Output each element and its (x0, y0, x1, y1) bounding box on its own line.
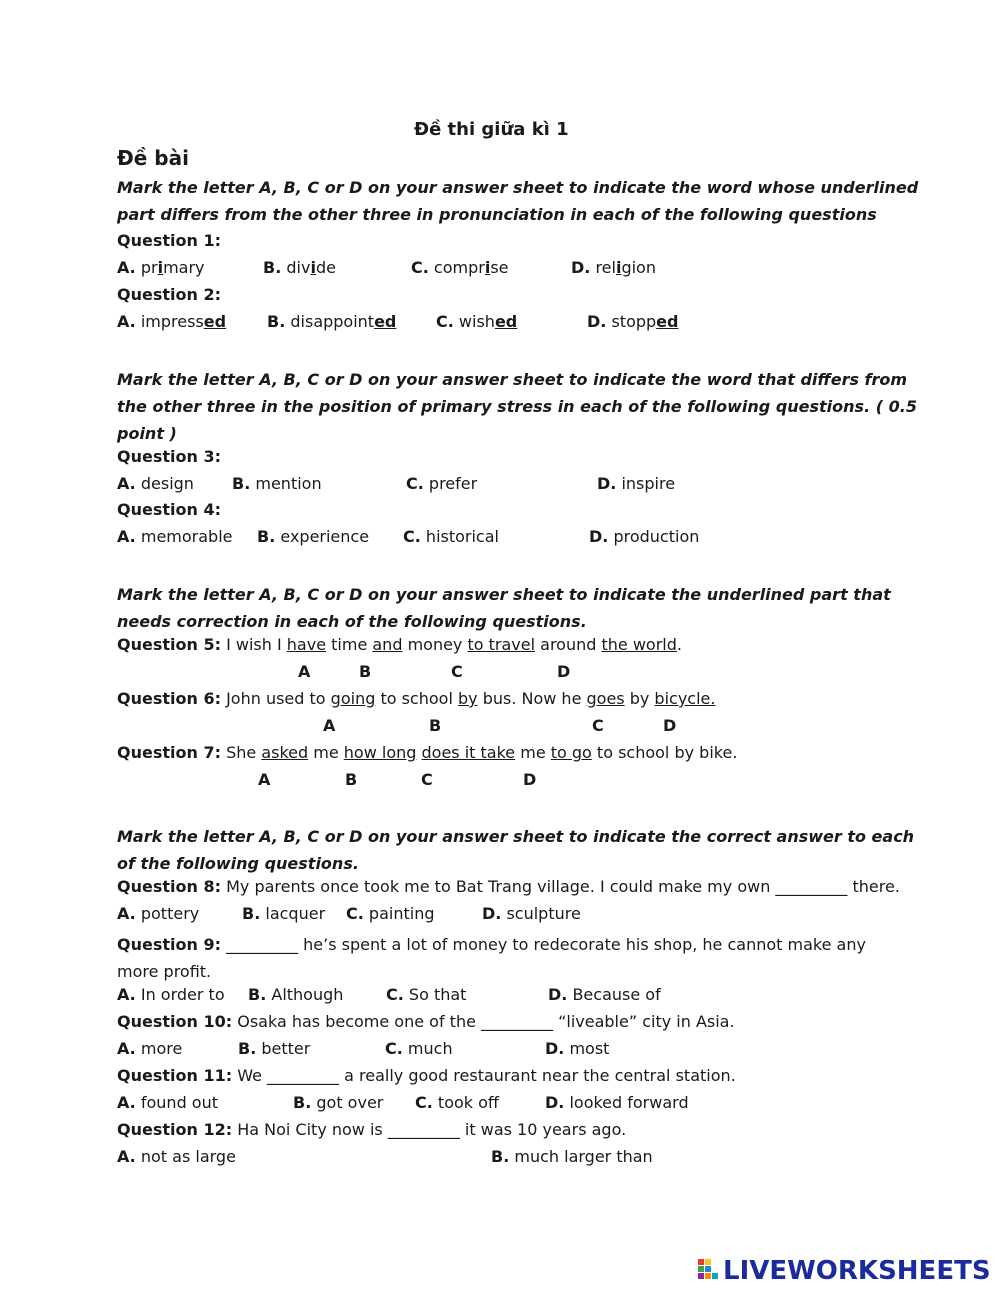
q6-marker-c: C (592, 716, 604, 735)
q3-option-c: C. prefer (406, 474, 478, 493)
question-11: Question 11: We _________ a really good restaurant near the central station. (117, 1066, 736, 1085)
question-7: Question 7: She asked me how long does it take me to go to school by bike. (117, 743, 738, 762)
instruction-stress: Mark the letter A, B, C or D on your answer sheet to indicate the word that differs from the other three in the position of primary stress in each of the following questions. ( 0.5 point ) (117, 370, 917, 443)
q5-marker-c: C (451, 662, 463, 681)
q9-option-b: B. Although (248, 985, 344, 1004)
q11-option-c: C. took off (415, 1093, 499, 1112)
q12-option-b: B. much larger than (491, 1147, 653, 1166)
q4-option-c: C. historical (403, 527, 499, 546)
section-heading: Đề bài (117, 146, 189, 170)
q12-option-a: A. not as large (117, 1147, 236, 1166)
q1-option-c: C. comprise (411, 258, 509, 277)
question-5: Question 5: I wish I have time and money to travel around the world. (117, 635, 682, 654)
q7-marker-a: A (258, 770, 271, 789)
q5-marker-a: A (298, 662, 311, 681)
q10-option-b: B. better (238, 1039, 311, 1058)
question-9: Question 9: _________ he’s spent a lot of money to redecorate his shop, he cannot make any more profit. (117, 935, 866, 981)
q8-option-c: C. painting (346, 904, 435, 923)
question-6: Question 6: John used to going to school by bus. Now he goes by bicycle. (117, 689, 716, 708)
q2-option-a: A. impressed (117, 312, 227, 331)
question-3-label: Question 3: (117, 447, 221, 466)
q3-option-d: D. inspire (597, 474, 676, 493)
q8-option-b: B. lacquer (242, 904, 326, 923)
q2-option-d: D. stopped (587, 312, 679, 331)
question-8: Question 8: My parents once took me to Bat Trang village. I could make my own _________ there. (117, 877, 900, 896)
q1-option-a: A. primary (117, 258, 205, 277)
q10-option-c: C. much (385, 1039, 453, 1058)
q8-option-a: A. pottery (117, 904, 200, 923)
q2-option-c: C. wished (436, 312, 518, 331)
logo-text: LIVEWORKSHEETS (723, 1256, 991, 1286)
q11-option-a: A. found out (117, 1093, 219, 1112)
q5-marker-d: D (557, 662, 571, 681)
q10-option-d: D. most (545, 1039, 610, 1058)
q4-option-d: D. production (589, 527, 700, 546)
q7-marker-c: C (421, 770, 433, 789)
question-2-label: Question 2: (117, 285, 221, 304)
q3-option-a: A. design (117, 474, 194, 493)
instruction-correction: Mark the letter A, B, C or D on your answer sheet to indicate the underlined part that needs correction in each of the following questions. (117, 585, 891, 631)
question-10: Question 10: Osaka has become one of the _________ “liveable” city in Asia. (117, 1012, 735, 1031)
instruction-correct-answer: Mark the letter A, B, C or D on your answer sheet to indicate the correct answer to each of the following questions. (117, 827, 915, 873)
instruction-pronunciation: Mark the letter A, B, C or D on your answer sheet to indicate the word whose underlined part differs from the other three in pronunciation in each of the following questions (117, 178, 919, 224)
q8-option-d: D. sculpture (482, 904, 581, 923)
q5-marker-b: B (359, 662, 372, 681)
q2-option-b: B. disappointed (267, 312, 397, 331)
question-1-label: Question 1: (117, 231, 221, 250)
q9-option-a: A. In order to (117, 985, 225, 1004)
q10-option-a: A. more (117, 1039, 183, 1058)
q11-option-d: D. looked forward (545, 1093, 689, 1112)
question-4-label: Question 4: (117, 500, 221, 519)
q6-marker-a: A (323, 716, 336, 735)
q4-option-a: A. memorable (117, 527, 233, 546)
q6-marker-b: B (429, 716, 442, 735)
q4-option-b: B. experience (257, 527, 370, 546)
q9-option-c: C. So that (386, 985, 467, 1004)
logo-blocks-icon (698, 1259, 720, 1283)
q6-marker-d: D (663, 716, 677, 735)
q7-marker-b: B (345, 770, 358, 789)
page-title: Đề thi giữa kì 1 (414, 119, 569, 140)
question-12: Question 12: Ha Noi City now is _________ it was 10 years ago. (117, 1120, 627, 1139)
q11-option-b: B. got over (293, 1093, 384, 1112)
liveworksheets-logo[interactable] (698, 1256, 994, 1286)
q7-marker-d: D (523, 770, 537, 789)
q9-option-d: D. Because of (548, 985, 661, 1004)
q3-option-b: B. mention (232, 474, 322, 493)
q1-option-d: D. religion (571, 258, 656, 277)
q1-option-b: B. divide (263, 258, 336, 277)
